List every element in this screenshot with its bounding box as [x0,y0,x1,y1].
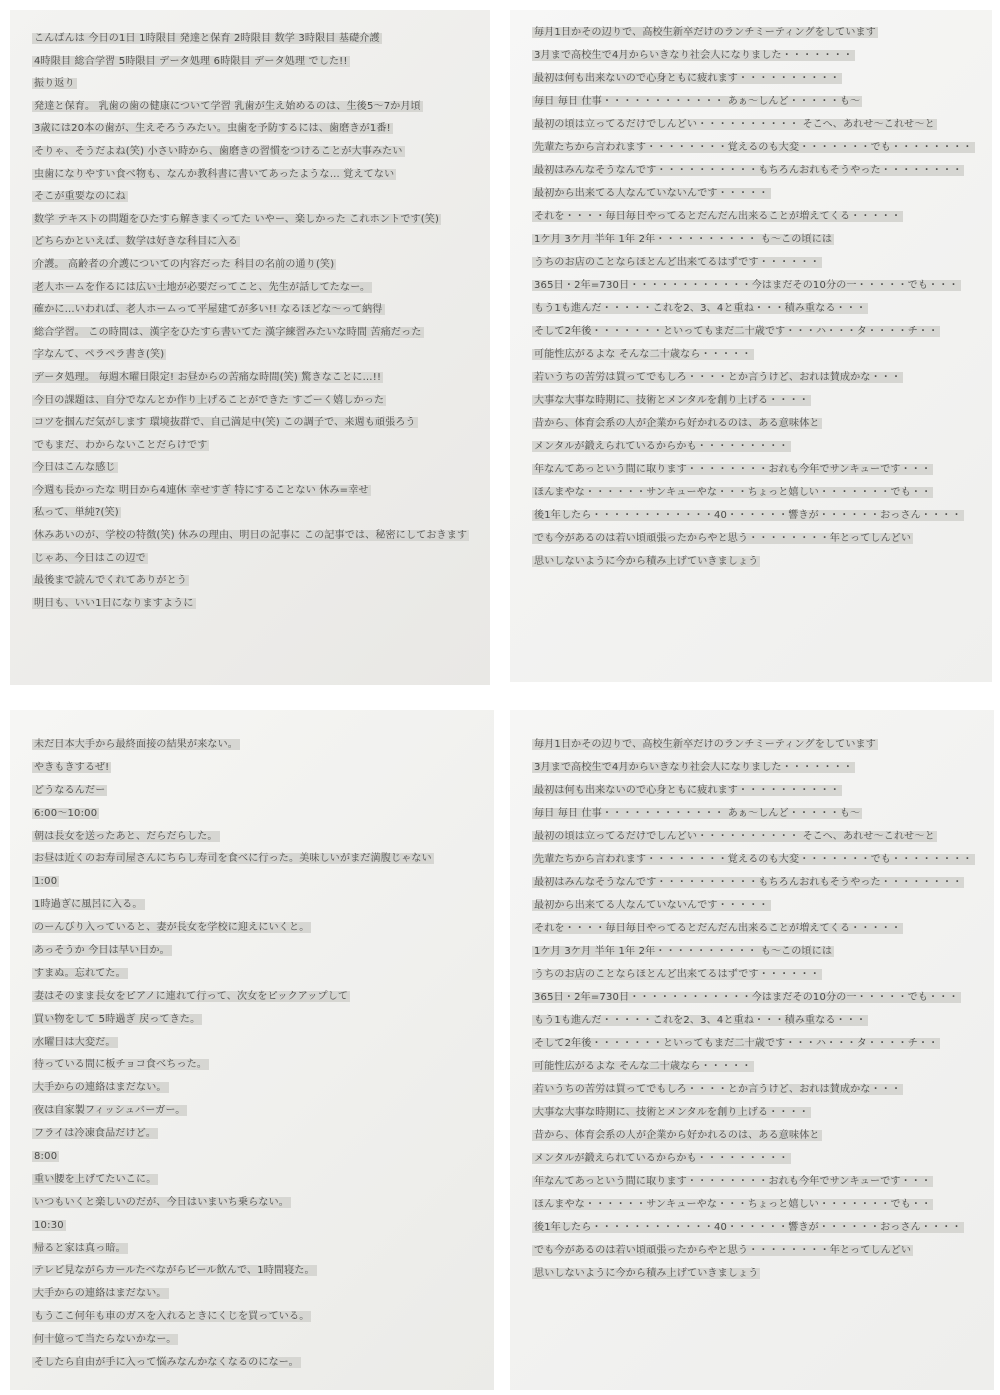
text-line [532,1244,980,1267]
text-line [32,1058,480,1081]
text-line-content: 妻はそのまま長女をピアノに連れて行って、次女をピックアップして [34,990,349,1002]
text-line-content: 発達と保育。 乳歯の歯の健康について学習 乳歯が生え始めるのは、生後5〜7か月頃 [34,100,421,112]
text-line [32,1287,480,1310]
text-line [32,281,476,304]
text-line-content: 最初から出来てる人なんていないんです・・・・・ [534,900,769,911]
text-line-content: でも今があるのは若い頃頑張ったからやと思う・・・・・・・・年とってしんどい [534,533,912,544]
text-line [32,1310,480,1333]
text-line [32,1219,480,1242]
text-line-content: 何十億って当たらないかなー。 [34,1334,177,1346]
text-line-content: 今週も長かったな 明日から4連休 幸せすぎ 特にすることない 休み=幸せ [34,484,369,496]
text-line-content: メンタルが鍛えられているからかも・・・・・・・・・ [534,1153,789,1164]
text-line-content: もう1も進んだ・・・・・これを2、3、4と重ね・・・積み重なる・・・ [534,1015,867,1026]
text-line-content: 毎月1日かその辺りで、高校生新卒だけのランチミーティングをしています [534,27,876,38]
text-line-content: 1:00 [34,876,58,888]
text-line [32,944,480,967]
text-line [532,555,978,578]
text-line [532,486,978,509]
text-line [32,235,476,258]
text-line-content: それを・・・・毎日毎日やってるとだんだん出来ることが増えてくる・・・・・ [534,211,902,222]
text-line-content: フライは冷凍食品だけど。 [34,1128,157,1140]
text-line [32,990,480,1013]
text-line-content: じゃあ、今日はこの辺で [34,552,146,564]
text-line [32,122,476,145]
text-line-content: 重い腰を上げてたいこに。 [34,1173,157,1185]
text-line-content: 最初はみんなそうなんです・・・・・・・・・・もちろんおれもそうやった・・・・・・・・ [534,165,963,176]
text-line [532,463,978,486]
text-line-content: 4時限目 総合学習 5時限目 データ処理 6時限目 データ処理 でした!! [34,55,348,67]
text-line-content: 最初は何も出来ないので心身ともに疲れます・・・・・・・・・・ [534,785,840,796]
text-line-content: 最初は何も出来ないので心身ともに疲れます・・・・・・・・・・ [534,73,840,84]
text-line-content: テレビ見ながらカールたべながらビール飲んで、1時間寝た。 [34,1265,315,1277]
text-line-content: どちらかといえば、数学は好きな科目に入る [34,236,238,248]
text-line-content: 3月まで高校生で4月からいきなり社会人になりました・・・・・・・ [534,50,854,61]
text-line [32,213,476,236]
text-line-content: 大手からの連絡はまだない。 [34,1082,167,1094]
text-line [32,258,476,281]
text-line-content: 老人ホームを作るには広い土地が必要だってこと、先生が話してたなー。 [34,281,371,293]
text-line-content: 今日の課題は、自分でなんとか作り上げることができた すごーく嬉しかった [34,394,385,406]
text-line [32,921,480,944]
text-line [32,761,480,784]
text-line-content: 毎月1日かその辺りで、高校生新卒だけのランチミーティングをしています [534,739,876,750]
text-line-content: ほんまやな・・・・・・サンキューやな・・・ちょっと嬉しい・・・・・・・でも・・ [534,1199,932,1210]
text-line [532,1221,980,1244]
text-line-content: 昔から、体育会系の人が企業から好かれるのは、ある意味体と [534,418,820,429]
text-line-content: あっそうか 今日は早い日か。 [34,945,170,957]
text-line [32,1104,480,1127]
text-line [32,168,476,191]
text-line [32,145,476,168]
text-line [532,532,978,555]
text-line [32,484,476,507]
text-line [532,738,980,761]
text-line [532,256,978,279]
text-line [532,417,978,440]
text-line-content: 介護。 高齢者の介護についての内容だった 科目の名前の通り(笑) [34,258,335,270]
text-line [32,784,480,807]
text-line-content: 毎日 毎日 仕事・・・・・・・・・・・・ あぁ〜しんど・・・・・も〜 [534,808,861,819]
text-line [532,118,978,141]
text-line-content: 帰ると家は真っ暗。 [34,1242,126,1254]
page-text-lines [32,738,480,1379]
text-line-content: 最後まで読んでくれてありがとう [34,575,187,587]
text-line [32,303,476,326]
text-line [532,210,978,233]
text-line-content: 買い物をして 5時過ぎ 戻ってきた。 [34,1013,201,1025]
text-line-content: そりゃ、そうだよね(笑) 小さい時から、歯磨きの習慣をつけることが大事みたい [34,145,403,157]
text-line [532,302,978,325]
text-line-content: 若いうちの苦労は買ってでもしろ・・・・とか言うけど、おれは賛成かな・・・ [534,372,902,383]
text-line [32,852,480,875]
text-line [532,141,978,164]
text-line [532,945,980,968]
text-line [532,922,980,945]
text-line-content: 大事な大事な時期に、技術とメンタルを創り上げる・・・・ [534,1107,809,1118]
text-line [532,991,980,1014]
text-line [32,967,480,990]
text-line-content: 朝は長女を送ったあと、だらだらした。 [34,830,218,842]
text-line-content: でもまだ、わからないことだらけです [34,439,208,451]
text-line-content: 1時過ぎに風呂に入る。 [34,899,143,911]
text-line [32,326,476,349]
text-line [32,506,476,529]
text-line-content: 3歳には20本の歯が、生えそろうみたい。虫歯を予防するには、歯磨きが1番! [34,123,391,135]
text-line [532,1175,980,1198]
text-line [32,55,476,78]
text-line-content: 毎日 毎日 仕事・・・・・・・・・・・・ あぁ〜しんど・・・・・も〜 [534,96,861,107]
text-line-content: 思いしないように今から積み上げていきましょう [534,1268,759,1279]
text-line [32,77,476,100]
text-line-content: そして2年後・・・・・・・といってもまだ二十歳です・・・ハ・・・タ・・・・チ・・ [534,1038,939,1049]
text-line [32,597,476,620]
text-line [532,26,978,49]
text-line [32,416,476,439]
text-line [532,968,980,991]
text-line [32,898,480,921]
text-line [32,1127,480,1150]
text-line-content: 待っている間に板チョコ食べちった。 [34,1059,208,1071]
text-line-content: もう1も進んだ・・・・・これを2、3、4と重ね・・・積み重なる・・・ [534,303,867,314]
text-line-content: 大手からの連絡はまだない。 [34,1288,167,1300]
text-line-content: ほんまやな・・・・・・サンキューやな・・・ちょっと嬉しい・・・・・・・でも・・ [534,487,932,498]
text-line [532,279,978,302]
text-line-content: 365日・2年=730日・・・・・・・・・・・・今はまだその10分の一・・・・・でも・・・ [534,280,959,291]
text-line [532,371,978,394]
text-line-content: 後1年したら・・・・・・・・・・・・40・・・・・・響きが・・・・・・おっさん・・・・ [534,1222,962,1233]
text-line-content: 数学 テキストの問題をひたすら解きまくってた いやー、楽しかった これホントです(笑) [34,213,440,225]
text-line-content: 年なんてあっという間に取ります・・・・・・・・おれも今年でサンキューです・・・ [534,464,932,475]
text-line [532,1060,980,1083]
document-page-top-right [510,10,992,682]
text-line-content: 年なんてあっという間に取ります・・・・・・・・おれも今年でサンキューです・・・ [534,1176,932,1187]
document-page-bottom-right [510,710,994,1390]
text-line [532,761,980,784]
document-page-bottom-left [10,710,494,1390]
text-line-content: 3月まで高校生で4月からいきなり社会人になりました・・・・・・・ [534,762,854,773]
text-line-content: でも今があるのは若い頃頑張ったからやと思う・・・・・・・・年とってしんどい [534,1245,912,1256]
text-line [32,1081,480,1104]
text-line-content: 明日も、いい1日になりますように [34,597,194,609]
text-line [32,1150,480,1173]
text-line [32,1036,480,1059]
text-line-content: 最初の頃は立ってるだけでしんどい・・・・・・・・・・ そこへ、あれせ〜これせ〜と [534,119,935,130]
text-line-content: いつもいくと楽しいのだが、今日はいまいち乗らない。 [34,1196,289,1208]
text-line [532,899,980,922]
text-line [532,233,978,256]
text-line [532,1129,980,1152]
text-line [532,394,978,417]
text-line [532,348,978,371]
text-line [32,807,480,830]
text-line-content: データ処理。 毎週木曜日限定! お昼からの苦痛な時間(笑) 驚きなことに…!! [34,371,382,383]
text-line [532,784,980,807]
text-line-content: 水曜日は大変だ。 [34,1036,116,1048]
text-line-content: 未だ日本大手から最終面接の結果が来ない。 [34,739,238,750]
text-line-content: こんばんは 今日の1日 1時限目 発達と保育 2時限目 数学 3時限目 基礎介護 [34,33,380,44]
text-line [32,738,480,761]
text-line [532,1083,980,1106]
text-line [532,1198,980,1221]
text-line-content: 365日・2年=730日・・・・・・・・・・・・今はまだその10分の一・・・・・でも・・・ [534,992,959,1003]
text-line-content: 昔から、体育会系の人が企業から好かれるのは、ある意味体と [534,1130,820,1141]
text-line-content: 可能性広がるよな そんな二十歳なら・・・・・ [534,349,752,360]
text-line [32,100,476,123]
text-line-content: うちのお店のことならほとんど出来てるはずです・・・・・・ [534,257,820,268]
text-line [32,439,476,462]
text-line [32,32,476,55]
text-line [532,830,980,853]
text-line [32,190,476,213]
text-line-content: 思いしないように今から積み上げていきましょう [534,556,759,567]
text-line [32,1356,480,1379]
text-line-content: 10:30 [34,1219,64,1231]
page-text-lines [32,32,476,619]
text-line [32,574,476,597]
text-line-content: メンタルが鍛えられているからかも・・・・・・・・・ [534,441,789,452]
text-line-content: コツを掴んだ気がします 環境抜群で、自己満足中(笑) この調子で、来週も頑張ろう [34,417,416,429]
text-line [532,1106,980,1129]
text-line-content: そして2年後・・・・・・・といってもまだ二十歳です・・・ハ・・・タ・・・・チ・・ [534,326,939,337]
text-line-content: 休みあいのが、学校の特徴(笑) 休みの理由、明日の記事に この記事では、秘密にしておきます [34,530,468,542]
text-line [32,1173,480,1196]
text-line [532,853,980,876]
text-line [532,72,978,95]
text-line-content: 若いうちの苦労は買ってでもしろ・・・・とか言うけど、おれは賛成かな・・・ [534,1084,902,1095]
text-line [32,371,476,394]
text-line-content: 8:00 [34,1151,58,1163]
text-line-content: 1ケ月 3ケ月 半年 1年 2年・・・・・・・・・・ も〜この頃には [534,946,833,957]
text-line [32,394,476,417]
text-line-content: もうここ何年も車のガスを入れるときにくじを買っている。 [34,1311,310,1323]
text-line-content: それを・・・・毎日毎日やってるとだんだん出来ることが増えてくる・・・・・ [534,923,902,934]
page-text-lines [532,738,980,1290]
text-line-content: 虫歯になりやすい食べ物も、なんか教科書に書いてあったような… 覚えてない [34,168,395,180]
text-line-content: 1ケ月 3ケ月 半年 1年 2年・・・・・・・・・・ も〜この頃には [534,234,833,245]
text-line [532,1014,980,1037]
text-line [532,164,978,187]
text-line-content: 私って、単純?(笑) [34,507,119,519]
text-line [532,1152,980,1175]
text-line-content: 最初はみんなそうなんです・・・・・・・・・・もちろんおれもそうやった・・・・・・・・ [534,877,963,888]
text-line-content: 字なんて、ペラペラ書き(笑) [34,349,165,361]
text-line-content: そこが重要なのにね [34,191,126,203]
text-line-content: お昼は近くのお寿司屋さんにちらし寿司を食べに行った。美味しいがまだ満腹じゃない [34,853,432,865]
text-line-content: 今日はこんな感じ [34,462,116,474]
text-line [532,325,978,348]
text-line-content: 確かに…いわれば、老人ホームって平屋建てが多い!! なるほどな〜って納得 [34,304,383,316]
text-line [32,461,476,484]
text-line-content: のーんびり入っていると、妻が長女を学校に迎えにいくと。 [34,922,310,934]
text-line [532,49,978,72]
text-line [32,552,476,575]
text-line [532,440,978,463]
text-line-content: やきもきするぜ! [34,761,110,773]
text-line-content: 後1年したら・・・・・・・・・・・・40・・・・・・響きが・・・・・・おっさん・・・・ [534,510,962,521]
document-page-top-left [10,10,490,685]
text-line [32,1242,480,1265]
text-line [32,1013,480,1036]
text-line-content: 最初の頃は立ってるだけでしんどい・・・・・・・・・・ そこへ、あれせ〜これせ〜と [534,831,935,842]
page-text-lines [532,26,978,578]
text-line-content: 先輩たちから言われます・・・・・・・・覚えるのも大変・・・・・・・でも・・・・・・・・ [534,142,973,153]
text-line [532,1267,980,1290]
text-line [32,529,476,552]
text-line-content: 最初から出来てる人なんていないんです・・・・・ [534,188,769,199]
text-line-content: どうなるんだー [34,784,106,796]
text-line-content: 総合学習。 この時間は、漢字をひたすら書いてた 漢字練習みたいな時間 苦痛だった [34,326,422,338]
text-line [532,95,978,118]
text-line [532,509,978,532]
text-line-content: 大事な大事な時期に、技術とメンタルを創り上げる・・・・ [534,395,809,406]
text-line [32,1264,480,1287]
text-line-content: うちのお店のことならほとんど出来てるはずです・・・・・・ [534,969,820,980]
text-line [32,1333,480,1356]
text-line [32,1196,480,1219]
text-line [32,875,480,898]
text-line-content: 先輩たちから言われます・・・・・・・・覚えるのも大変・・・・・・・でも・・・・・・・・ [534,854,973,865]
text-line-content: そしたら自由が手に入って悩みなんかなくなるのになー。 [34,1357,299,1369]
text-line [32,348,476,371]
text-line-content: 可能性広がるよな そんな二十歳なら・・・・・ [534,1061,752,1072]
text-line [532,1037,980,1060]
text-line-content: すまぬ。忘れてた。 [34,967,126,979]
text-line-content: 振り返り [34,78,75,90]
text-line [32,830,480,853]
text-line [532,807,980,830]
text-line [532,876,980,899]
text-line [532,187,978,210]
text-line-content: 夜は自家製フィッシュバーガー。 [34,1105,186,1117]
text-line-content: 6:00〜10:00 [34,807,98,819]
